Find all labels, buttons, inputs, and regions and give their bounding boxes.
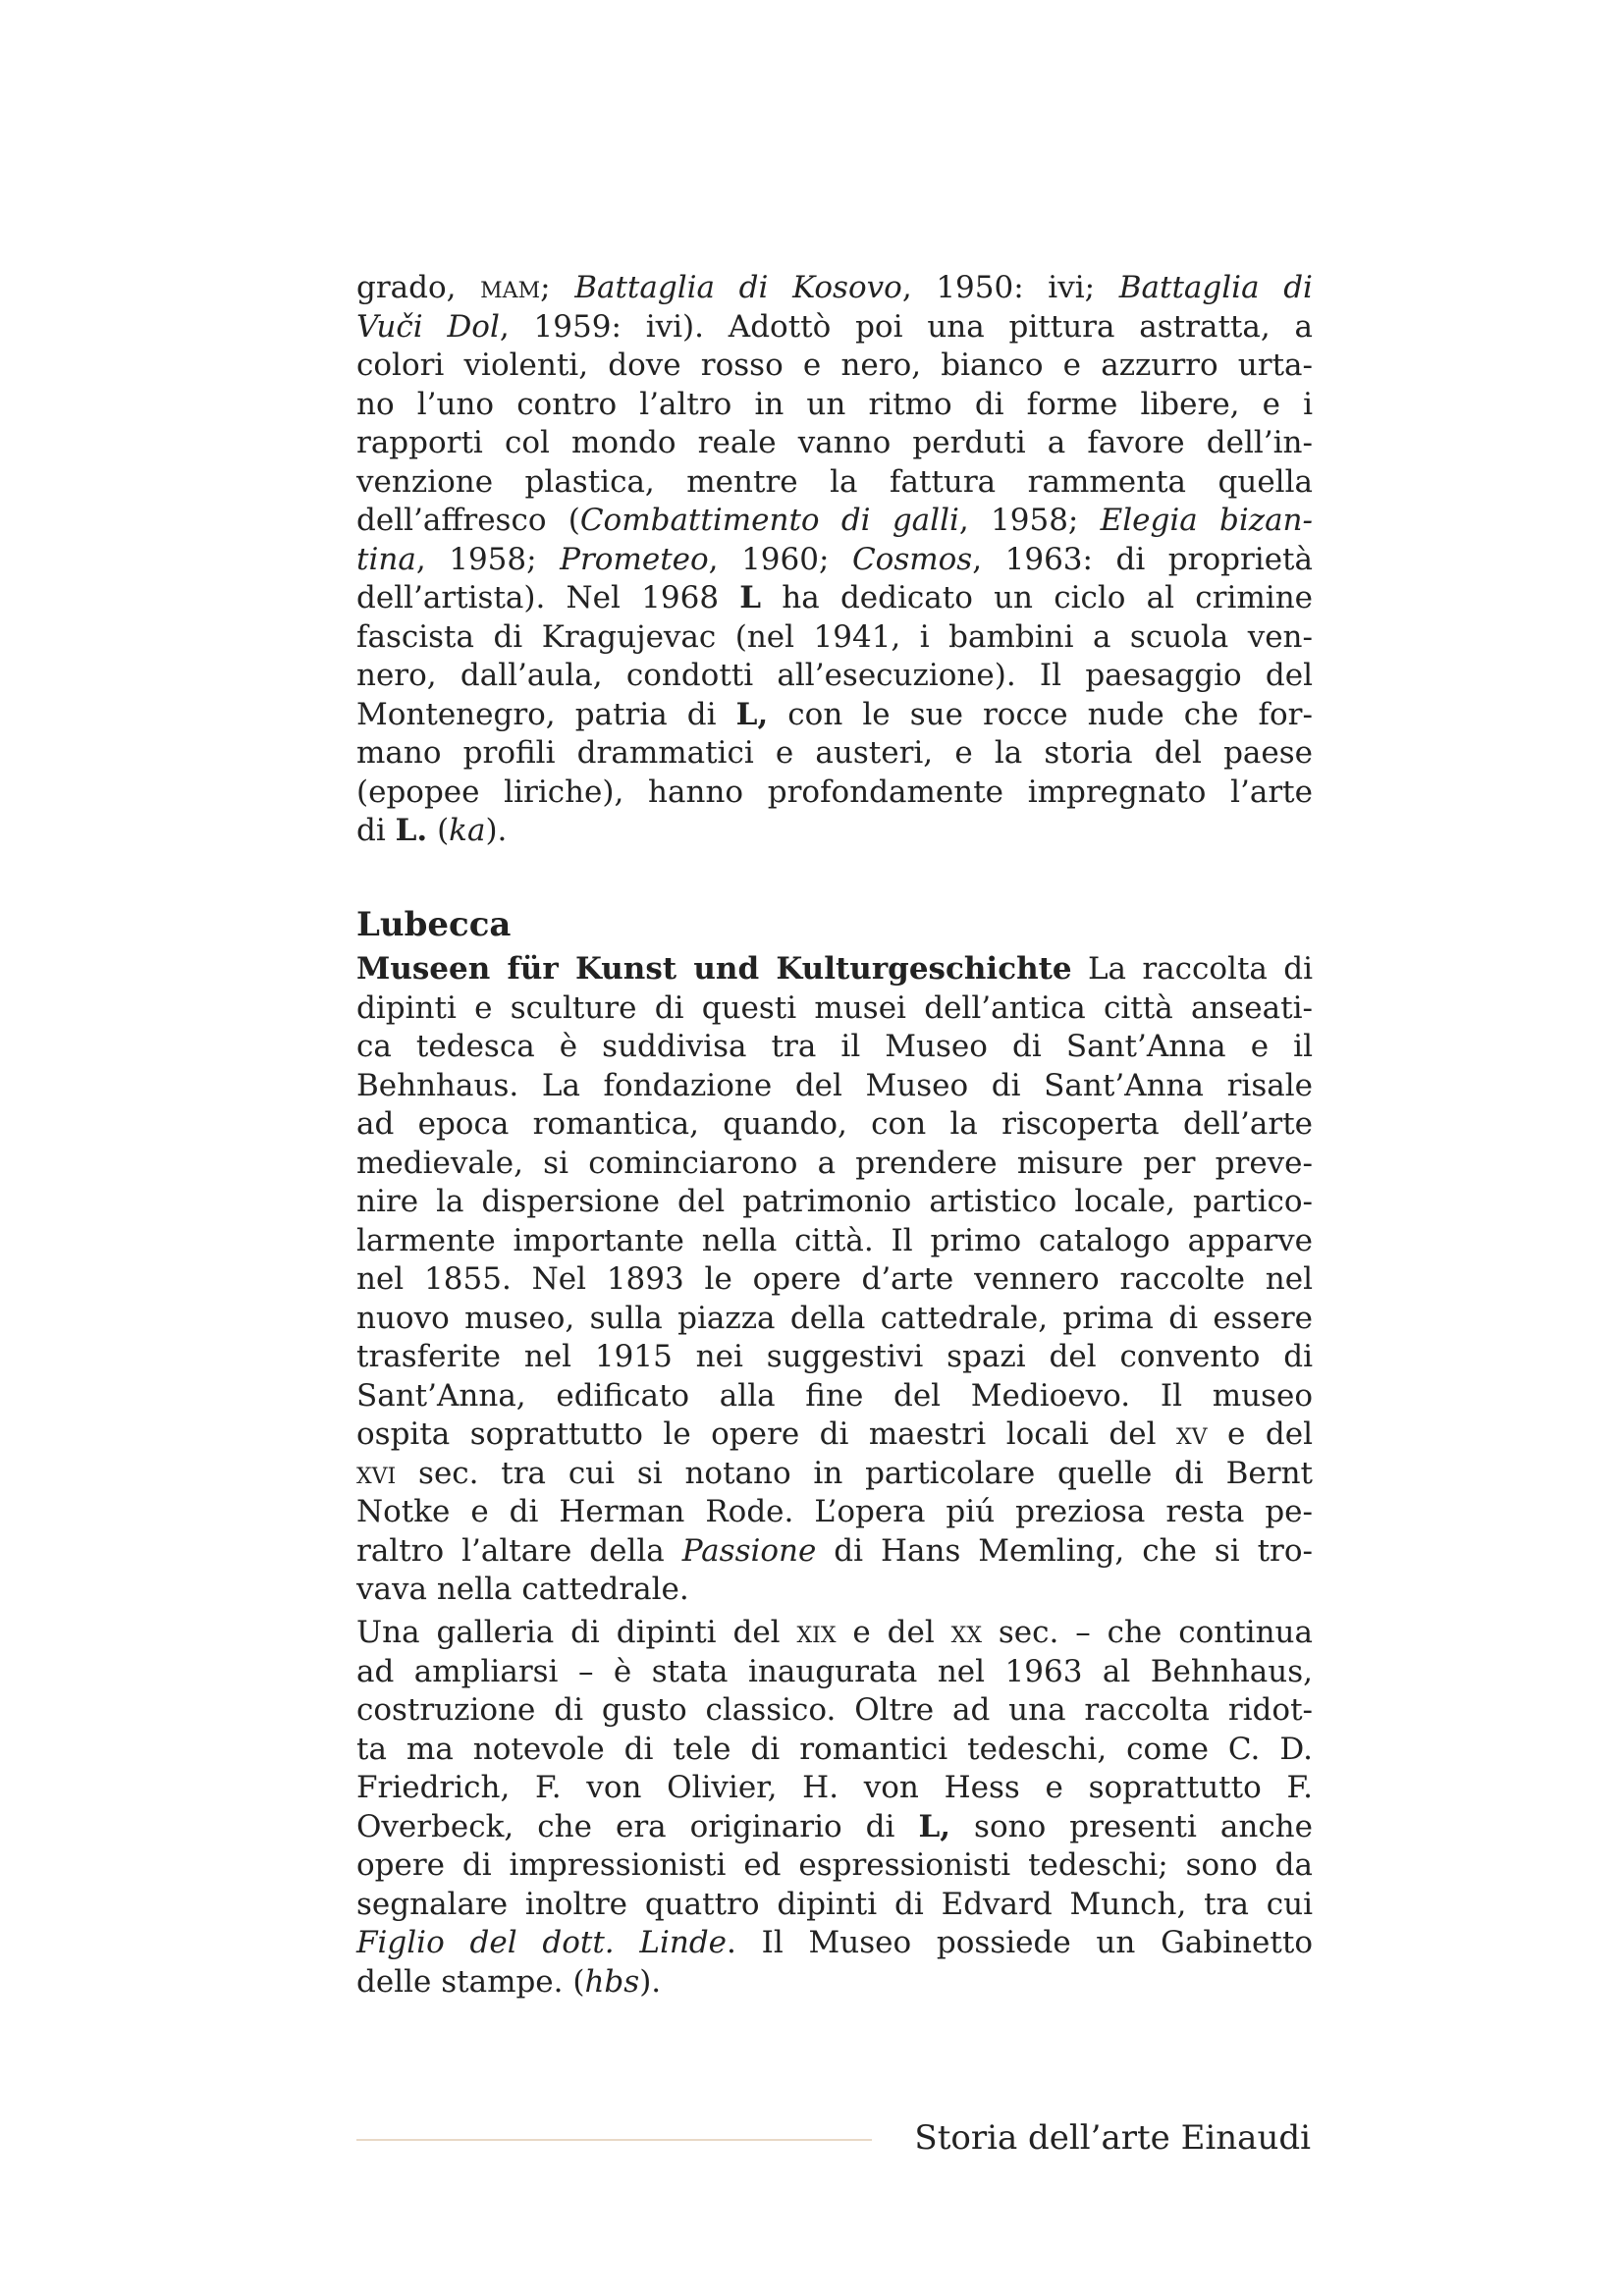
- text-line: vava nella cattedrale.: [356, 1572, 689, 1607]
- text-line: trasferite nel 1915 nei suggestivi spazi del convento di: [356, 1339, 1313, 1374]
- paragraph-2: [356, 950, 1313, 1610]
- section-heading: Lubecca: [356, 905, 512, 944]
- paragraph-3: [356, 1614, 1313, 2002]
- text-line: Museen für Kunst und Kulturgeschichte La raccolta di: [356, 951, 1313, 987]
- text-line: xvi sec. tra cui si notano in particolare quelle di Bernt: [356, 1455, 1313, 1491]
- footer-title: Storia dell’arte Einaudi: [914, 2118, 1311, 2158]
- text-line: grado, mam; Battaglia di Kosovo, 1950: ivi; Battaglia di: [356, 270, 1313, 305]
- text-line: rapporti col mondo reale vanno perduti a favore dell’in-: [356, 425, 1313, 460]
- text-line: ospita soprattutto le opere di maestri locali del xv e del: [356, 1416, 1313, 1452]
- text-line: tina, 1958; Prometeo, 1960; Cosmos, 1963: di proprietà: [356, 541, 1313, 577]
- text-line: Notke e di Herman Rode. L’opera piú preziosa resta pe-: [356, 1494, 1313, 1529]
- text-line: nel 1855. Nel 1893 le opere d’arte vennero raccolte nel: [356, 1261, 1313, 1297]
- text-line: dell’artista). Nel 1968 L ha dedicato un ciclo al crimine: [356, 580, 1313, 615]
- text-line: opere di impressionisti ed espressionisti tedeschi; sono da: [356, 1847, 1313, 1883]
- text-line: ad epoca romantica, quando, con la riscoperta dell’arte: [356, 1106, 1313, 1142]
- text-line: ad ampliarsi – è stata inaugurata nel 1963 al Behnhaus,: [356, 1653, 1313, 1689]
- text-line: nuovo museo, sulla piazza della cattedrale, prima di essere: [356, 1300, 1313, 1336]
- text-line: larmente importante nella città. Il primo catalogo apparve: [356, 1222, 1313, 1258]
- text-line: Una galleria di dipinti del xix e del xx sec. – che continua: [356, 1615, 1314, 1650]
- text-line: di L. (ka).: [356, 813, 508, 848]
- text-line: nire la dispersione del patrimonio artistico locale, partico-: [356, 1184, 1313, 1219]
- text-line: raltro l’altare della Passione di Hans Memling, che si tro-: [356, 1532, 1313, 1569]
- text-line: Sant’Anna, edificato alla fine del Medioevo. Il museo: [356, 1377, 1313, 1414]
- text-line: Figlio del dott. Linde. Il Museo possiede un Gabinetto: [356, 1925, 1313, 1960]
- text-line: Overbeck, che era originario di L, sono presenti anche: [356, 1808, 1313, 1844]
- text-line: nero, dall’aula, condotti all’esecuzione). Il paesaggio del: [356, 658, 1313, 693]
- text-line: Behnhaus. La fondazione del Museo di Sant’Anna risale: [356, 1067, 1313, 1103]
- footer-rule: [356, 2139, 872, 2141]
- text-line: (epopee liriche), hanno profondamente impregnato l’arte: [356, 774, 1313, 810]
- text-line: Friedrich, F. von Olivier, H. von Hess e soprattutto F.: [356, 1770, 1313, 1805]
- paragraph-1: [356, 269, 1313, 851]
- text-line: ca tedesca è suddivisa tra il Museo di Sant’Anna e il: [356, 1029, 1313, 1064]
- text-line: Montenegro, patria di L, con le sue rocce nude che for-: [356, 696, 1313, 732]
- text-line: costruzione di gusto classico. Oltre ad una raccolta ridot-: [356, 1692, 1313, 1728]
- text-line: fascista di Kragujevac (nel 1941, i bambini a scuola ven-: [356, 618, 1313, 655]
- text-line: mano profili drammatici e austeri, e la storia del paese: [356, 735, 1313, 771]
- text-line: delle stampe. (hbs).: [356, 1963, 662, 2000]
- text-line: Vuči Dol, 1959: ivi). Adottò poi una pittura astratta, a: [356, 308, 1313, 345]
- text-line: dipinti e sculture di questi musei dell’antica città anseati-: [356, 989, 1313, 1026]
- text-line: dell’affresco (Combattimento di galli, 1958; Elegia bizan-: [356, 503, 1313, 538]
- text-line: ta ma notevole di tele di romantici tedeschi, come C. D.: [356, 1731, 1313, 1767]
- text-line: segnalare inoltre quattro dipinti di Edvard Munch, tra cui: [356, 1886, 1313, 1922]
- text-line: no l’uno contro l’altro in un ritmo di forme libere, e i: [356, 386, 1313, 422]
- text-line: colori violenti, dove rosso e nero, bianco e azzurro urta-: [356, 347, 1313, 383]
- text-line: medievale, si cominciarono a prendere misure per preve-: [356, 1145, 1313, 1181]
- text-line: venzione plastica, mentre la fattura rammenta quella: [356, 463, 1313, 500]
